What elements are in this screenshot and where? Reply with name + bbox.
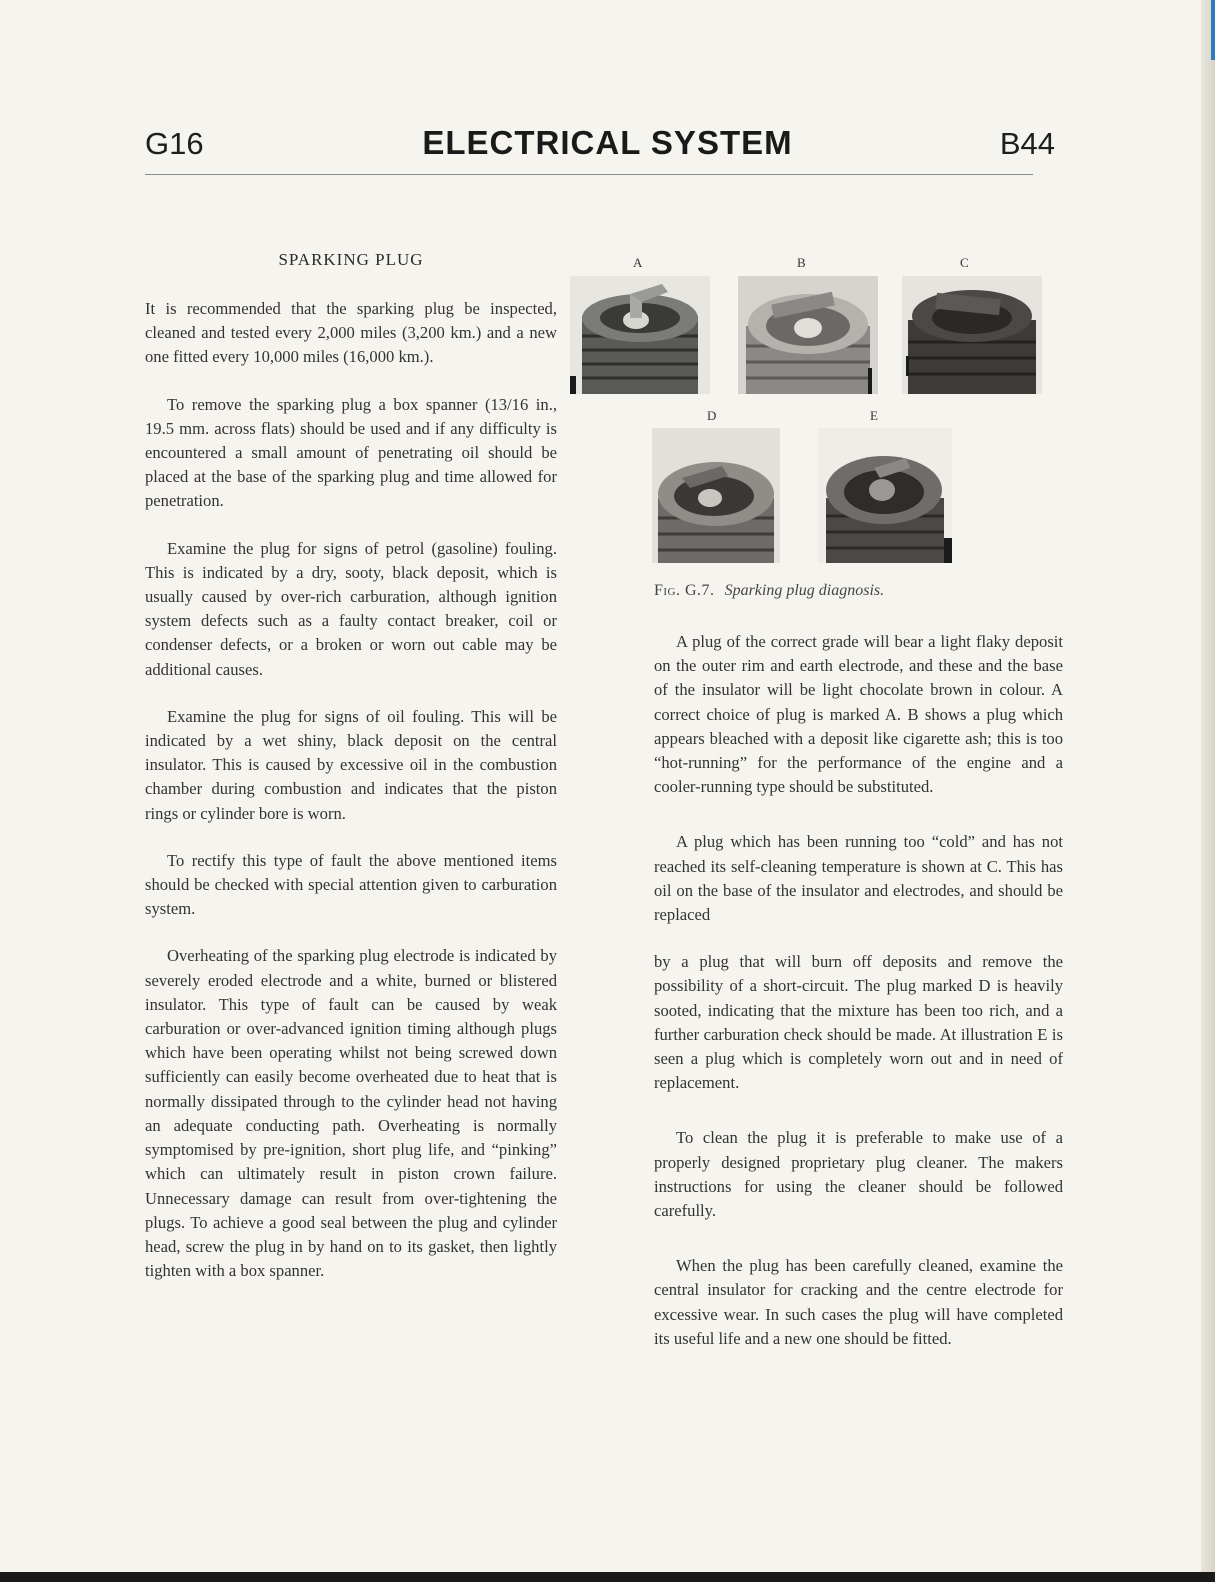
paragraph: It is recommended that the sparking plug be inspected, cleaned and tested every 2,000 miles (3,200 km.) and a new one fitted every 10,000 miles (16,000 km.).: [145, 299, 557, 367]
scan-bottom-edge: [0, 1572, 1215, 1582]
page-edge-tab: [1211, 0, 1215, 60]
paragraph: When the plug has been carefully cleaned, examine the central insulator for cracking and the centre electrode for excessive wear. In such cases the plug will have completed its useful life and a new one should be fitted.: [654, 1256, 1063, 1348]
figure-label-d: D: [707, 408, 717, 423]
paragraph: To remove the sparking plug a box spanner (13/16 in., 19.5 mm. across flats) should be used and if any difficulty is encountered a small amount of penetrating oil should be placed at the base of the sparking plug and time allowed for penetration.: [145, 394, 557, 511]
right-column: [654, 630, 1063, 1374]
page-edge: [1201, 0, 1215, 1582]
paragraph: Examine the plug for signs of oil fouling. This will be indicated by a wet shiny, black deposit on the central insulator. This is caused by excessive oil in the combustion chamber during combustion and indicates that the piston rings or cylinder bore is worn.: [145, 706, 557, 823]
figure-label-b: B: [797, 255, 806, 270]
header-rule: [145, 174, 1033, 175]
figure-label-c: C: [960, 255, 969, 270]
figure-label-a: A: [633, 255, 643, 270]
spark-plug-a-photo: [570, 276, 710, 394]
left-column: [145, 297, 557, 1306]
figure-label-e: E: [870, 408, 878, 423]
paragraph: To clean the plug it is preferable to make use of a properly designed proprietary plug cleaner. The makers instructions for using the cleaner should be followed carefully.: [654, 1128, 1063, 1221]
spark-plug-e-photo: [818, 428, 952, 563]
page-title: ELECTRICAL SYSTEM: [422, 124, 793, 161]
section-heading: SPARKING PLUG: [278, 250, 424, 269]
figure-number: Fig. G.7.: [654, 582, 715, 599]
spark-plug-d-photo: [652, 428, 780, 563]
paragraph: To rectify this type of fault the above mentioned items should be checked with special attention given to carburation system.: [145, 850, 557, 919]
paragraph: A plug which has been running too “cold” and has not reached its self-cleaning temperature is shown at C. This has oil on the base of the insulator and electrodes, and should be replaced: [654, 832, 1063, 925]
page-section-code: G16: [145, 126, 204, 161]
spark-plug-c-photo: [902, 276, 1042, 394]
figure-caption: [654, 582, 1063, 600]
figure-title: Sparking plug diagnosis.: [724, 582, 885, 599]
page-number: B44: [999, 126, 1055, 161]
paragraph: Examine the plug for signs of petrol (gasoline) fouling. This is indicated by a dry, sooty, black deposit, which is usually caused by over-rich carburation, although ignition system defects such as a faulty contact breaker, coil or condenser defects, or a broken or worn out cable may be additional causes.: [145, 538, 557, 679]
paragraph: A plug of the correct grade will bear a light flaky deposit on the outer rim and earth electrode, and these and the base of the insulator will be light chocolate brown in colour. A correct choice of plug is marked A. B shows a plug which appears bleached with a deposit like cigarette ash; this is too “hot-running” for the performance of the engine and a cooler-running type should be substituted.: [654, 632, 1063, 797]
spark-plug-b-photo: [738, 276, 878, 394]
paragraph: Overheating of the sparking plug electrode is indicated by severely eroded electrode and a white, burned or blistered insulator. This type of fault can be caused by weak carburation or over-advanced ignition timing although plugs which have been operating whilst not being screwed down sufficiently can easily become overheated due to heat that is normally dissipated through to the cylinder head not having an adequate conducting path. Overheating is normally symptomised by pre-ignition, short plug life, and “pinking” which can ultimately result in piston crown failure. Unnecessary damage can result from over-tightening the plugs. To achieve a good seal between the plug and cylinder head, screw the plug in by hand on to its gasket, then lightly tighten with a box spanner.: [145, 946, 557, 1281]
paragraph: by a plug that will burn off deposits and remove the possibility of a short-circuit. The plug marked D is heavily sooted, indicating that the mixture has been too rich, and a further carburation check should be made. At illustration E is seen a plug which is completely worn out and in need of replacement.: [654, 952, 1063, 1093]
